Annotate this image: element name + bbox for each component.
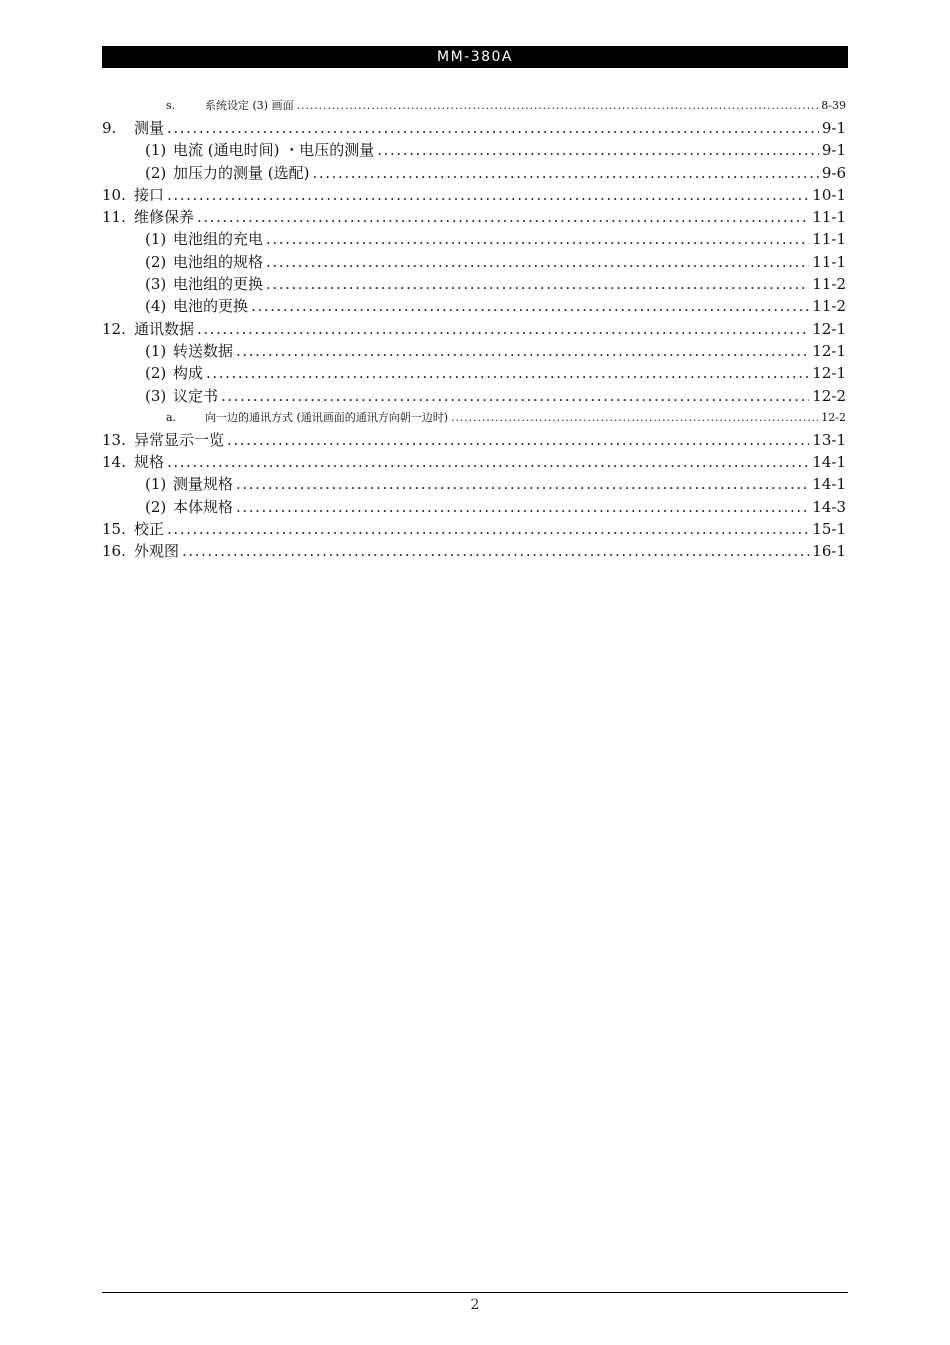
toc-entry-page: 12-1 (812, 341, 846, 360)
dot-leader (297, 95, 819, 117)
toc-entry-page: 14-3 (812, 497, 846, 516)
toc-entry-number: (2) (145, 364, 167, 383)
toc-entry-title: 规格 (134, 453, 165, 472)
page-number: 2 (470, 1297, 480, 1313)
toc-entry[interactable] (102, 273, 846, 295)
toc-entry-title: 校正 (134, 520, 165, 539)
toc-entry-page: 9-1 (821, 141, 846, 160)
dot-leader (451, 407, 818, 429)
toc-entry-number: (1) (145, 341, 167, 360)
toc-entry-title: 本体规格 (173, 497, 234, 516)
toc-entry-page: 11-2 (812, 275, 846, 294)
toc-entry-number: (2) (145, 252, 167, 271)
toc-entry-number: (1) (145, 230, 167, 249)
toc-entry-title: 外观图 (134, 542, 180, 561)
toc-entry-number: 9. (102, 119, 117, 137)
toc-entry[interactable] (102, 228, 846, 250)
dot-leader (266, 273, 809, 295)
toc-entry-number: (2) (145, 497, 167, 516)
toc-entry[interactable] (102, 429, 846, 451)
toc-entry-number: s. (166, 99, 176, 112)
toc-entry[interactable] (102, 162, 846, 184)
toc-entry-page: 11-1 (812, 252, 846, 271)
toc-entry-page: 12-1 (812, 319, 846, 338)
dot-leader (236, 473, 809, 495)
dot-leader (182, 540, 809, 562)
toc-entry-page: 9-6 (821, 163, 846, 182)
dot-leader (251, 295, 809, 317)
toc-entry-page: 15-1 (812, 520, 846, 539)
table-of-contents (102, 95, 846, 563)
dot-leader (266, 251, 809, 273)
toc-entry-number: (3) (145, 275, 167, 294)
dot-leader (236, 496, 809, 518)
toc-entry-title: 测量规格 (173, 475, 234, 494)
toc-entry-title: 电池组的充电 (173, 230, 264, 249)
toc-entry-number: (4) (145, 297, 167, 316)
toc-entry[interactable] (102, 318, 846, 340)
toc-entry[interactable] (102, 540, 846, 562)
toc-entry-number: (1) (145, 475, 167, 494)
toc-entry-title: 测量 (134, 119, 165, 137)
toc-entry[interactable] (102, 473, 846, 495)
toc-entry-number: (1) (145, 141, 167, 160)
dot-leader (167, 184, 809, 206)
toc-entry-page: 11-1 (812, 208, 846, 227)
toc-entry-page: 11-2 (812, 297, 846, 316)
toc-entry-title: 转送数据 (173, 341, 234, 360)
toc-entry-page: 16-1 (812, 542, 846, 561)
dot-leader (167, 518, 809, 540)
toc-entry-title: 通讯数据 (134, 319, 195, 338)
toc-entry-number: (2) (145, 163, 167, 182)
dot-leader (266, 228, 809, 250)
dot-leader (167, 117, 819, 139)
dot-leader (197, 318, 809, 340)
toc-entry-page: 11-1 (812, 230, 846, 249)
toc-entry-title: 系统设定 (3) 画面 (205, 99, 294, 112)
toc-entry[interactable] (102, 451, 846, 473)
dot-leader (197, 206, 809, 228)
toc-entry-title: 议定书 (173, 386, 219, 405)
toc-entry-title: 异常显示一览 (134, 430, 225, 449)
toc-entry-title: 加压力的测量 (选配) (173, 163, 310, 182)
toc-entry-page: 14-1 (812, 453, 846, 472)
toc-entry-page: 13-1 (812, 430, 846, 449)
toc-entry[interactable] (102, 385, 846, 407)
toc-entry[interactable] (102, 206, 846, 228)
toc-entry[interactable] (102, 139, 846, 161)
toc-entry-number: a. (166, 410, 177, 424)
toc-entry-title: 电池的更换 (173, 297, 249, 316)
toc-entry[interactable] (102, 496, 846, 518)
toc-entry-title: 向一边的通讯方式 (通讯画面的通讯方向朝一边时) (205, 410, 449, 424)
toc-entry-title: 维修保养 (134, 208, 195, 227)
dot-leader (227, 429, 809, 451)
toc-entry-page: 9-1 (821, 119, 846, 137)
toc-entry[interactable] (102, 407, 846, 429)
toc-entry[interactable] (102, 518, 846, 540)
dot-leader (312, 162, 818, 184)
toc-entry[interactable] (102, 362, 846, 384)
toc-entry-number: 13. (102, 430, 126, 449)
toc-entry-page: 10-1 (812, 185, 846, 204)
toc-entry-title: 接口 (134, 185, 165, 204)
toc-entry-number: 14. (102, 453, 126, 472)
toc-entry-page: 14-1 (812, 475, 846, 494)
toc-entry-page: 12-2 (812, 386, 846, 405)
document-header (102, 46, 848, 68)
dot-leader (236, 340, 809, 362)
toc-entry[interactable] (102, 184, 846, 206)
toc-entry-title: 电池组的更换 (173, 275, 264, 294)
toc-entry-number: 12. (102, 319, 126, 338)
dot-leader (377, 139, 819, 161)
toc-entry-number: 10. (102, 185, 126, 204)
toc-entry-page: 12-1 (812, 364, 846, 383)
toc-entry[interactable] (102, 295, 846, 317)
toc-entry-title: 构成 (173, 364, 204, 383)
dot-leader (221, 385, 809, 407)
toc-entry[interactable] (102, 251, 846, 273)
toc-entry-number: (3) (145, 386, 167, 405)
dot-leader (167, 451, 809, 473)
document-title: MM-380A (436, 49, 513, 65)
toc-entry-page: 12-2 (821, 410, 846, 424)
toc-entry-number: 11. (102, 208, 126, 227)
toc-entry[interactable] (102, 117, 846, 139)
dot-leader (206, 362, 809, 384)
toc-entry[interactable] (102, 95, 846, 117)
toc-entry-number: 15. (102, 520, 126, 539)
toc-entry-title: 电流 (通电时间) ・电压的测量 (173, 141, 375, 160)
toc-entry-page: 8-39 (821, 99, 846, 112)
footer-divider (102, 1292, 848, 1293)
toc-entry-title: 电池组的规格 (173, 252, 264, 271)
toc-entry[interactable] (102, 340, 846, 362)
toc-entry-number: 16. (102, 542, 126, 561)
